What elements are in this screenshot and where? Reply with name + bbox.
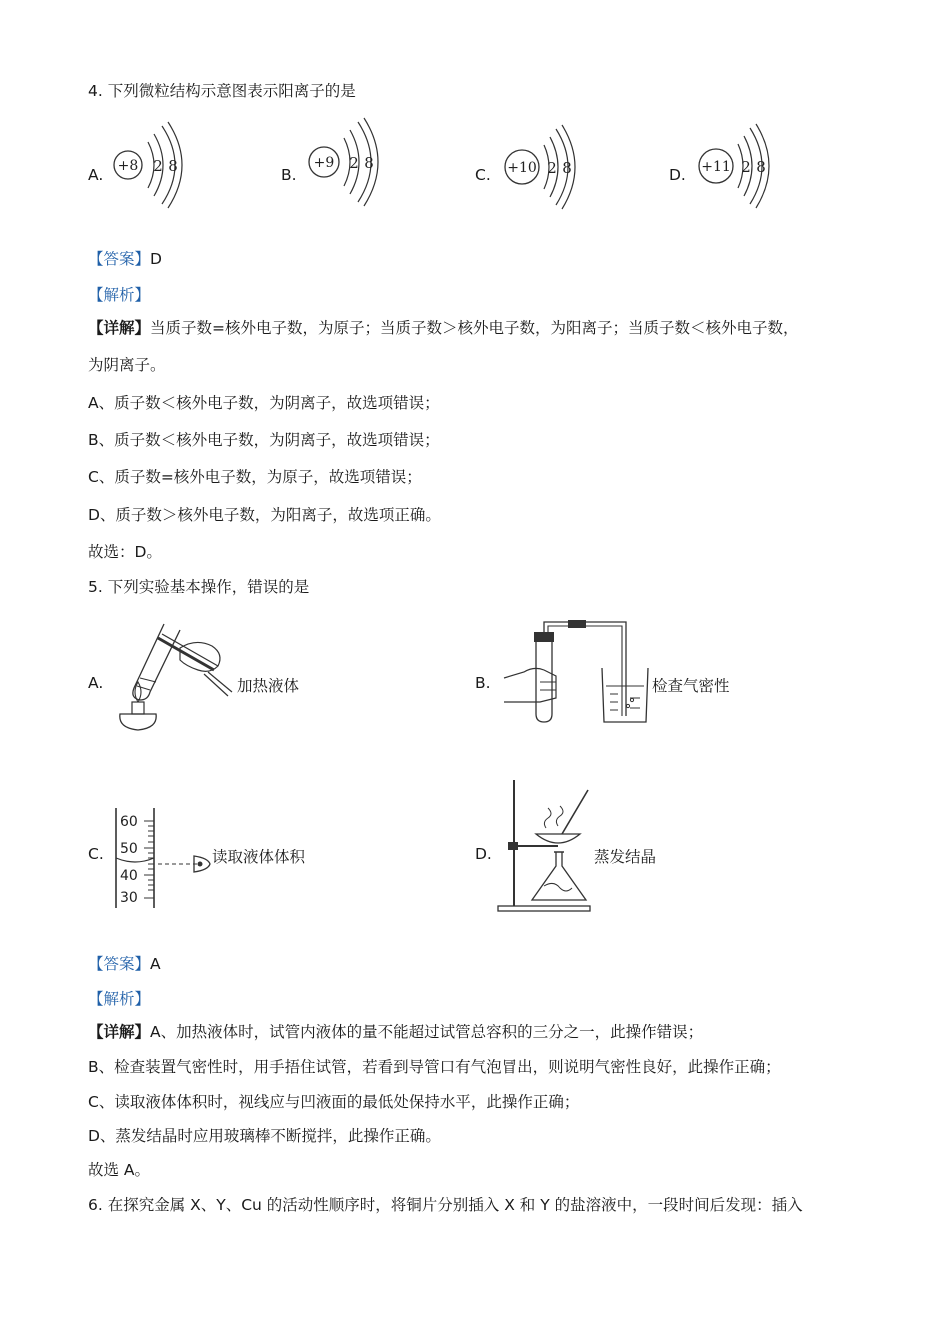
q5-option-b-illustration xyxy=(500,616,650,728)
q4-detail-tag: 【详解】 xyxy=(88,319,151,337)
q4-option-c-diagram xyxy=(500,123,580,213)
q5-option-d-illustration xyxy=(498,776,598,912)
q4-conclusion: 故选：D。 xyxy=(88,543,162,561)
q5-answer xyxy=(88,953,161,975)
q4-option-c-label: C. xyxy=(475,166,491,184)
q4-option-b-label: B. xyxy=(281,166,297,184)
q4-detail xyxy=(88,317,799,339)
q5-option-a-illustration xyxy=(110,616,235,736)
q4-answer-value: D xyxy=(150,250,162,268)
q5-answer-value: A xyxy=(150,955,161,973)
q5-caption-a: 加热液体 xyxy=(237,677,300,695)
q4-c-shell1: 2 xyxy=(547,159,557,177)
q4-option-b-diagram xyxy=(304,118,384,208)
q5-tick-60: 60 xyxy=(120,814,138,830)
q5-answer-tag: 【答案】 xyxy=(88,955,151,973)
q5-option-a-label: A. xyxy=(88,674,104,692)
q5-caption-b: 检查气密性 xyxy=(652,677,730,695)
q5-caption-d: 蒸发结晶 xyxy=(594,848,657,866)
q5-detail-tag: 【详解】 xyxy=(88,1023,151,1041)
q4-a-shell2: 8 xyxy=(168,157,178,175)
q4-d-nucleus: +11 xyxy=(701,159,731,175)
q4-line-c: C、质子数=核外电子数，为原子，故选项错误； xyxy=(88,468,422,486)
q4-option-a-label: A. xyxy=(88,166,104,184)
q5-tick-50: 50 xyxy=(120,841,138,857)
q4-a-nucleus: +8 xyxy=(117,158,139,174)
q5-line-c: C、读取液体体积时，视线应与凹液面的最低处保持水平，此操作正确； xyxy=(88,1093,580,1111)
q4-b-shell1: 2 xyxy=(349,154,359,172)
q4-detail-line2: 为阴离子。 xyxy=(88,356,166,374)
q4-answer-tag: 【答案】 xyxy=(88,250,151,268)
q5-option-b-label: B. xyxy=(475,674,491,692)
q4-d-shell2: 8 xyxy=(756,158,766,176)
q5-tick-40: 40 xyxy=(120,868,138,884)
q5-conclusion: 故选 A。 xyxy=(88,1161,151,1179)
q4-line-b: B、质子数＜核外电子数，为阴离子，故选项错误； xyxy=(88,431,440,449)
q5-detail xyxy=(88,1021,703,1043)
q4-line-d: D、质子数＞核外电子数，为阳离子，故选项正确。 xyxy=(88,506,441,524)
q4-answer xyxy=(88,248,162,270)
q5-tick-30: 30 xyxy=(120,890,138,906)
q5-option-d-label: D. xyxy=(475,845,492,863)
q4-option-a-diagram xyxy=(110,120,190,210)
q5-stem: 5. 下列实验基本操作，错误的是 xyxy=(88,578,310,596)
q5-line-d: D、蒸发结晶时应用玻璃棒不断搅拌，此操作正确。 xyxy=(88,1127,441,1145)
q4-b-nucleus: +9 xyxy=(313,155,335,171)
q4-a-shell1: 2 xyxy=(153,157,163,175)
q4-d-shell1: 2 xyxy=(741,158,751,176)
q5-line-b: B、检查装置气密性时，用手捂住试管，若看到导管口有气泡冒出，则说明气密性良好，此操作正确； xyxy=(88,1058,781,1076)
q4-stem: 4. 下列微粒结构示意图表示阳离子的是 xyxy=(88,82,356,100)
q4-analysis-tag: 【解析】 xyxy=(88,286,151,304)
q5-option-c-illustration xyxy=(112,808,212,910)
q4-line-a: A、质子数＜核外电子数，为阴离子，故选项错误； xyxy=(88,394,440,412)
q5-analysis-tag: 【解析】 xyxy=(88,990,151,1008)
q6-stem: 6. 在探究金属 X、Y、Cu 的活动性顺序时，将铜片分别插入 X 和 Y 的盐溶液中，一段时间后发现：插入 xyxy=(88,1196,803,1214)
q4-c-shell2: 8 xyxy=(562,159,572,177)
q4-detail-line1: 当质子数=核外电子数，为原子；当质子数＞核外电子数，为阳离子；当质子数＜核外电子数， xyxy=(150,319,799,337)
q4-option-d-label: D. xyxy=(669,166,686,184)
q5-caption-c: 读取液体体积 xyxy=(212,848,306,866)
q5-option-c-label: C. xyxy=(88,845,104,863)
q5-detail-line1: A、加热液体时，试管内液体的量不能超过试管总容积的三分之一，此操作错误； xyxy=(150,1023,704,1041)
q4-c-nucleus: +10 xyxy=(507,160,537,176)
q4-option-d-diagram xyxy=(694,122,774,212)
q4-b-shell2: 8 xyxy=(364,154,374,172)
